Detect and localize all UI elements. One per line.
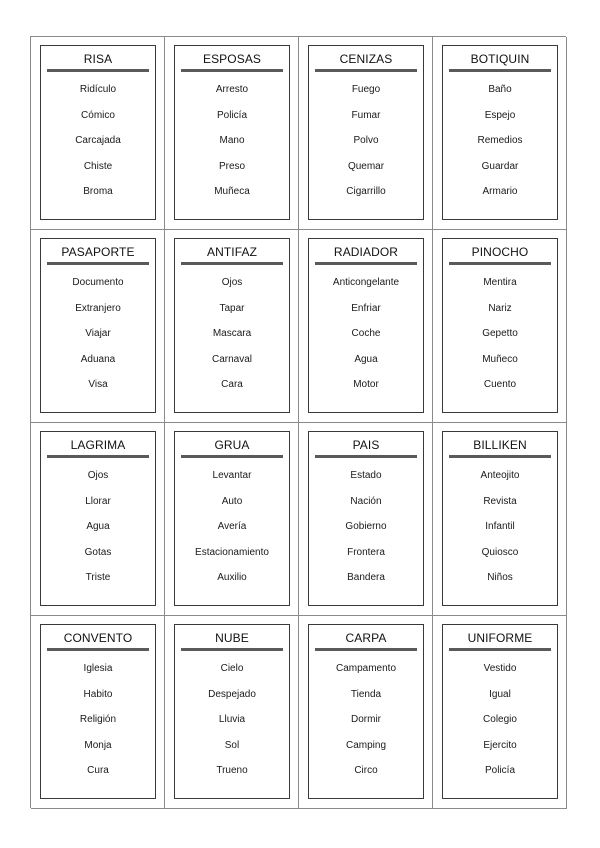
card-title: RISA [83,52,113,66]
card-word: Auto [221,496,243,507]
card-word: Baño [488,84,512,95]
title-underline [181,455,283,458]
card-title: GRUA [214,438,250,452]
card-word: Mentira [483,277,517,288]
card-cell [299,230,433,423]
word-card [308,431,424,606]
card-word: Frontera [347,547,385,558]
card-word: Levantar [212,470,252,481]
card-word: Tienda [350,689,382,700]
title-underline [181,648,283,651]
card-title: BILLIKEN [473,438,527,452]
card-cell [299,616,433,809]
card-word: Ridículo [79,84,117,95]
word-card [442,45,558,220]
title-underline [47,455,149,458]
card-word: Trueno [216,765,248,776]
card-word: Anticongelante [332,277,400,288]
word-card [442,624,558,799]
card-word: Avería [217,521,247,532]
card-word: Cielo [220,663,244,674]
card-word: Cara [221,379,243,390]
title-underline [449,69,551,72]
card-word: Preso [218,161,246,172]
card-word: Documento [72,277,124,288]
card-title: PASAPORTE [61,245,135,259]
card-word: Arresto [215,84,249,95]
card-word: Muñeco [482,354,518,365]
title-underline [181,262,283,265]
word-card [174,431,290,606]
card-word: Broma [83,186,113,197]
title-underline [47,262,149,265]
word-card [174,624,290,799]
card-word: Sol [224,740,240,751]
card-word: Gotas [84,547,112,558]
card-word: Ejercito [483,740,517,751]
card-title: NUBE [215,631,249,645]
card-word: Guardar [481,161,519,172]
card-title: PINOCHO [471,245,529,259]
word-card [308,624,424,799]
card-word: Polvo [353,135,379,146]
card-word: Policía [484,765,515,776]
card-word: Cura [87,765,109,776]
card-word: Habito [83,689,113,700]
card-cell [31,616,165,809]
title-underline [47,648,149,651]
card-word: Ojos [221,277,243,288]
card-word: Cuento [483,379,517,390]
card-word: Aduana [80,354,116,365]
word-card [174,45,290,220]
card-cell [165,616,299,809]
title-underline [181,69,283,72]
card-word: Anteojito [480,470,520,481]
card-title: CENIZAS [339,52,393,66]
card-word: Vestido [483,663,517,674]
word-card [442,431,558,606]
title-underline [449,648,551,651]
card-word: Lluvia [218,714,246,725]
card-word: Bandera [347,572,385,583]
title-underline [449,455,551,458]
card-cell [165,423,299,616]
card-title: RADIADOR [333,245,399,259]
title-underline [315,69,417,72]
card-word: Agua [86,521,110,532]
card-cell [31,423,165,616]
card-title: UNIFORME [467,631,533,645]
card-word: Fumar [351,110,381,121]
card-word: Gobierno [345,521,387,532]
word-card [40,624,156,799]
card-word: Extranjero [75,303,121,314]
card-word: Fuego [351,84,381,95]
card-word: Triste [85,572,111,583]
card-word: Nación [350,496,382,507]
card-word: Cigarrillo [346,186,386,197]
card-word: Coche [351,328,381,339]
card-word: Visa [88,379,108,390]
card-title: LAGRIMA [70,438,126,452]
card-title: CONVENTO [63,631,133,645]
title-underline [315,648,417,651]
card-cell [165,37,299,230]
card-word: Revista [483,496,517,507]
card-word: Armario [482,186,518,197]
card-sheet [30,36,566,808]
card-word: Monja [84,740,112,751]
card-word: Agua [354,354,378,365]
card-cell [433,423,567,616]
card-cell [31,37,165,230]
card-word: Colegio [483,714,517,725]
card-word: Enfriar [351,303,381,314]
card-cell [433,616,567,809]
card-word: Dormir [351,714,381,725]
word-card [40,238,156,413]
card-word: Infantil [485,521,515,532]
card-word: Campamento [335,663,397,674]
title-underline [449,262,551,265]
card-cell [433,230,567,423]
card-cell [433,37,567,230]
word-card [308,45,424,220]
card-word: Camping [345,740,387,751]
card-word: Motor [353,379,379,390]
card-word: Niños [487,572,513,583]
card-title: CARPA [345,631,387,645]
card-word: Carcajada [75,135,121,146]
title-underline [315,262,417,265]
card-word: Auxilio [217,572,247,583]
card-word: Mascara [212,328,252,339]
card-title: ANTIFAZ [206,245,258,259]
card-cell [165,230,299,423]
card-cell [299,423,433,616]
card-word: Viajar [85,328,111,339]
card-word: Gepetto [482,328,518,339]
card-word: Estacionamiento [195,547,269,558]
card-cell [299,37,433,230]
card-cell [31,230,165,423]
card-word: Cómico [81,110,115,121]
word-card [40,45,156,220]
card-word: Religión [79,714,117,725]
card-word: Carnaval [211,354,253,365]
card-word: Circo [354,765,378,776]
word-card [40,431,156,606]
card-word: Quemar [347,161,385,172]
card-word: Iglesia [83,663,113,674]
card-word: Muñeca [214,186,250,197]
card-word: Nariz [488,303,512,314]
card-word: Llorar [85,496,111,507]
card-word: Tapar [219,303,245,314]
card-title: ESPOSAS [202,52,262,66]
word-card [308,238,424,413]
card-word: Ojos [87,470,109,481]
card-word: Despejado [208,689,256,700]
card-word: Chiste [83,161,113,172]
card-word: Espejo [484,110,516,121]
title-underline [315,455,417,458]
card-word: Remedios [477,135,523,146]
card-word: Mano [219,135,245,146]
word-card [174,238,290,413]
card-title: PAIS [352,438,380,452]
card-word: Estado [350,470,382,481]
card-title: BOTIQUIN [470,52,530,66]
word-card [442,238,558,413]
title-underline [47,69,149,72]
card-word: Quiosco [481,547,519,558]
card-word: Igual [489,689,511,700]
card-word: Policía [216,110,247,121]
